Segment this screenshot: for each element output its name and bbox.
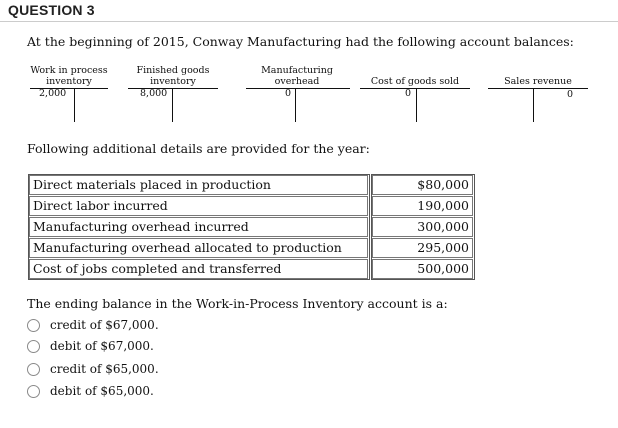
t-account-balance: 8,000: [140, 88, 168, 99]
t-account-label-line: inventory: [46, 76, 92, 87]
answer-option-label: debit of $65,000.: [50, 384, 154, 398]
details-row-label: Direct labor incurred: [29, 196, 368, 216]
t-account-label-line: Sales revenue: [504, 76, 572, 87]
t-account-label-line: Cost of goods sold: [370, 76, 460, 87]
answer-option-label: credit of $67,000.: [50, 318, 159, 332]
answer-option[interactable]: [27, 337, 154, 355]
t-account-balance: 2,000: [39, 88, 67, 99]
question-intro: At the beginning of 2015, Conway Manufacturing had the following account balances:: [27, 34, 574, 49]
t-account-label-line: overhead: [274, 76, 320, 87]
question-title: QUESTION 3: [8, 2, 95, 18]
details-row-amount: 300,000: [372, 217, 473, 237]
radio-button[interactable]: [27, 385, 40, 398]
details-row-amount: $80,000: [372, 175, 473, 195]
details-row-amount: 500,000: [372, 259, 473, 279]
t-account-label-line: Finished goods: [136, 65, 210, 76]
details-heading: Following additional details are provided for the year:: [27, 141, 370, 156]
t-account-label-line: Manufacturing: [261, 65, 333, 76]
radio-button[interactable]: [27, 363, 40, 376]
details-row-label: Cost of jobs completed and transferred: [29, 259, 368, 279]
details-row-label: Manufacturing overhead incurred: [29, 217, 368, 237]
radio-button[interactable]: [27, 319, 40, 332]
answer-option[interactable]: [27, 316, 159, 334]
details-row-amount: 190,000: [372, 196, 473, 216]
t-account-label-line: inventory: [150, 76, 196, 87]
t-account-balance: 0: [567, 89, 574, 100]
answer-option[interactable]: [27, 382, 154, 400]
details-row-label: Direct materials placed in production: [29, 175, 368, 195]
t-account-balance: 0: [405, 88, 412, 99]
title-divider: [0, 21, 618, 22]
details-row-amount: 295,000: [372, 238, 473, 258]
answer-option-label: debit of $67,000.: [50, 339, 154, 353]
t-account-balance: 0: [285, 88, 292, 99]
radio-button[interactable]: [27, 340, 40, 353]
question-prompt: The ending balance in the Work-in-Process Inventory account is a:: [27, 296, 448, 311]
answer-option[interactable]: [27, 360, 159, 378]
details-row-label: Manufacturing overhead allocated to production: [29, 238, 368, 258]
answer-option-label: credit of $65,000.: [50, 362, 159, 376]
t-account-label-line: Work in process: [30, 65, 108, 76]
